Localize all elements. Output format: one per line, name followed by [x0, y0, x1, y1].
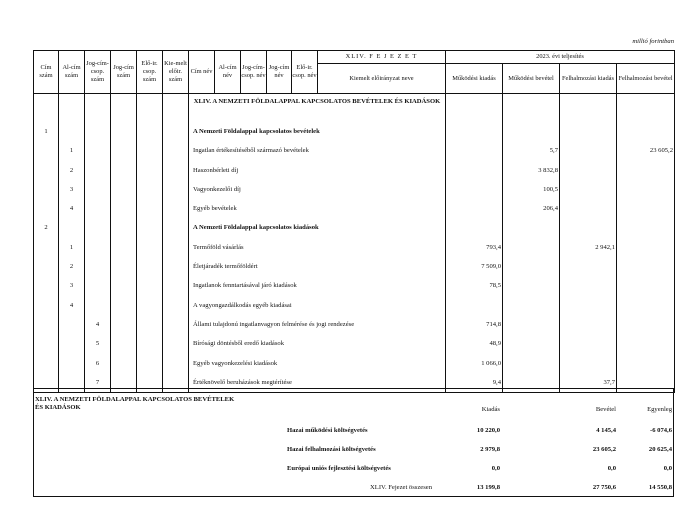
jogcimcsop-szam-cell [85, 238, 110, 257]
col-header-jogcim-szam: Jog-cím szám [111, 51, 137, 94]
row-name: Életjáradék termőföldért [193, 263, 258, 271]
row-name: Bírósági döntésből eredő kiadások [193, 340, 285, 348]
chapter-header: XLIV. F E J E Z E T [318, 51, 446, 64]
row-name: Haszonbérleti díj [193, 166, 239, 174]
summary-row-label: Európai uniós fejlesztési költségvetés [287, 465, 391, 472]
col-header-mukodesi-kiadas: Működési kiadás [446, 64, 503, 94]
mukodesi-bevetel-cell [503, 276, 559, 295]
alcim-szam-cell: 2 [69, 166, 74, 174]
summary-bevetel: 27 750,6 [592, 484, 616, 491]
summary-title-line2: ÉS KIADÁSOK [35, 403, 81, 411]
felhalmozasi-kiadas-cell [560, 161, 616, 180]
summary-egyenleg: 14 550,8 [648, 484, 672, 491]
summary-egyenleg: 20 625,4 [648, 446, 672, 453]
jogcimcsop-szam-cell [85, 199, 110, 218]
felhalmozasi-kiadas-cell [560, 141, 616, 160]
felhalmozasi-bevetel-column [617, 94, 675, 393]
summary-row-label: Hazai működési költségvetés [287, 427, 368, 434]
mukodesi-kiadas-cell: 1 066,0 [481, 359, 501, 367]
felhalmozasi-bevetel-cell [617, 180, 674, 199]
alcim-szam-cell: 1 [69, 147, 74, 155]
felhalmozasi-kiadas-cell: 37,7 [603, 378, 615, 386]
felhalmozasi-bevetel-cell [617, 296, 674, 315]
col-header-felhalmozasi-bevetel: Felhalmozási bevétel [617, 64, 675, 94]
mukodesi-kiadas-cell: 793,4 [486, 243, 501, 251]
felhalmozasi-kiadas-cell [560, 296, 616, 315]
col-header-kiemelt-szam: Kie-melt előir. szám [163, 51, 189, 94]
cim-szam-cell [34, 161, 58, 180]
name-column [189, 94, 446, 393]
unit-label: millió forintban [632, 38, 674, 45]
col-header-alcim-nev: Al-cím név [215, 51, 241, 94]
felhalmozasi-kiadas-cell: 2 942,1 [595, 243, 615, 251]
jogcimcsop-szam-cell [85, 141, 110, 160]
felhalmozasi-bevetel-cell [617, 94, 674, 122]
col-header-eloircsop-szam: Elő-ir. csop. szám [137, 51, 163, 94]
cim-szam-cell [34, 296, 58, 315]
felhalmozasi-bevetel-cell: 23 605,2 [649, 147, 673, 155]
summary-total-label: XLIV. Fejezet összesen [370, 484, 432, 491]
felhalmozasi-bevetel-cell [617, 122, 674, 141]
summary-section [33, 388, 674, 497]
mukodesi-kiadas-cell [446, 180, 502, 199]
cim-szam-cell [34, 257, 58, 276]
cim-szam-cell [34, 94, 58, 122]
jogcimcsop-szam-cell [85, 180, 110, 199]
summary-kiadas: 10 220,0 [476, 427, 500, 434]
row-name: A Nemzeti Földalappal kapcsolatos bevételek [193, 128, 320, 135]
col-header-jogcimcsop-nev: Jog-cím-csop. név [241, 51, 267, 94]
jogcimcsop-szam-cell: 6 [95, 359, 100, 367]
summary-bevetel: 0,0 [607, 465, 616, 472]
mukodesi-bevetel-cell [503, 315, 559, 334]
row-name: Termőföld vásárlás [193, 243, 244, 251]
alcim-szam-cell: 4 [69, 301, 74, 309]
period-header: 2023. évi teljesítés [446, 51, 675, 64]
cim-szam-cell [34, 238, 58, 257]
col-header-cim-szam: Cím szám [34, 51, 59, 94]
mukodesi-bevetel-column [503, 94, 560, 393]
jogcimcsop-szam-cell [85, 218, 110, 237]
felhalmozasi-bevetel-cell [617, 218, 674, 237]
felhalmozasi-kiadas-cell [560, 199, 616, 218]
cim-szam-cell: 2 [44, 224, 48, 232]
cim-szam-cell [34, 334, 58, 353]
alcim-szam-cell: 3 [69, 185, 74, 193]
mukodesi-kiadas-cell [446, 141, 502, 160]
row-name: A Nemzeti Földalappal kapcsolatos kiadások [193, 224, 319, 232]
felhalmozasi-bevetel-cell [617, 315, 674, 334]
felhalmozasi-bevetel-cell [617, 334, 674, 353]
row-name: Ingatlan értékesítéséből származó bevételek [193, 147, 309, 155]
row-name: Állami tulajdonú ingatlanvagyon felmérése és jogi rendezése [193, 320, 355, 328]
mukodesi-bevetel-cell: 3 832,8 [538, 166, 558, 174]
mukodesi-bevetel-cell: 100,5 [543, 185, 558, 193]
row-name: Egyéb bevételek [193, 205, 237, 213]
col-header-felhalmozasi-kiadas: Felhalmozási kiadás [560, 64, 617, 94]
mukodesi-kiadas-cell [446, 161, 502, 180]
col-header-eloircsop-nev: Elő-ir. csop. név [292, 51, 318, 94]
mukodesi-bevetel-cell [503, 122, 559, 141]
summary-col-kiadas: Kiadás [481, 406, 500, 413]
felhalmozasi-kiadas-cell [560, 334, 616, 353]
jogcimcsop-szam-cell: 5 [95, 340, 100, 348]
mukodesi-kiadas-cell [446, 296, 502, 315]
cim-szam-cell [34, 315, 58, 334]
felhalmozasi-kiadas-cell [560, 218, 616, 237]
row-name: A vagyongazdálkodás egyéb kiadásai [193, 301, 292, 309]
summary-row [34, 465, 673, 475]
alcim-column [59, 94, 85, 393]
jogcimcsop-szam-cell [85, 94, 110, 122]
jogcimcsop-column [85, 94, 111, 393]
mukodesi-kiadas-column [446, 94, 503, 393]
row-name: Vagyonkezelői díj [193, 185, 241, 193]
felhalmozasi-bevetel-cell [617, 276, 674, 295]
mukodesi-kiadas-cell: 7 509,0 [481, 263, 501, 271]
alcim-szam-cell: 3 [69, 282, 74, 290]
mukodesi-kiadas-cell [446, 122, 502, 141]
mukodesi-bevetel-cell [503, 218, 559, 237]
felhalmozasi-kiadas-cell [560, 122, 616, 141]
felhalmozasi-bevetel-cell [617, 257, 674, 276]
col-header-name: Kiemelt előirányzat neve [318, 64, 446, 94]
mukodesi-bevetel-cell [503, 296, 559, 315]
summary-kiadas: 2 979,8 [480, 446, 500, 453]
felhalmozasi-bevetel-cell [617, 161, 674, 180]
jogcimcsop-szam-cell: 4 [95, 320, 100, 328]
mukodesi-kiadas-cell: 78,5 [489, 282, 501, 290]
cim-szam-cell [34, 276, 58, 295]
alcim-szam-cell [59, 334, 84, 353]
mukodesi-bevetel-cell [503, 257, 559, 276]
alcim-szam-cell [59, 218, 84, 237]
col-header-jogcimcsop-szam: Jog-cím-csop. szám [85, 51, 111, 94]
mukodesi-kiadas-cell: 9,4 [492, 378, 501, 386]
alcim-szam-cell [59, 354, 84, 373]
alcim-szam-cell: 1 [69, 243, 74, 251]
jogcimcsop-szam-cell [85, 122, 110, 141]
row-name: Egyéb vagyonkezelési kiadások [193, 359, 278, 367]
summary-bevetel: 4 145,4 [596, 427, 616, 434]
summary-title [35, 396, 234, 411]
row-name: Értéknövelő beruházások megtérítése [193, 378, 292, 386]
felhalmozasi-kiadas-cell [560, 94, 616, 122]
jogcimcsop-szam-cell [85, 276, 110, 295]
alcim-szam-cell: 2 [69, 263, 74, 271]
mukodesi-bevetel-cell [503, 238, 559, 257]
mukodesi-bevetel-cell [503, 94, 559, 122]
jogcimcsop-szam-cell [85, 296, 110, 315]
cim-szam-cell [34, 354, 58, 373]
mukodesi-kiadas-cell: 714,8 [486, 320, 501, 328]
kiemelt-column [163, 94, 189, 393]
summary-row [34, 427, 673, 437]
felhalmozasi-bevetel-cell [617, 238, 674, 257]
felhalmozasi-kiadas-cell [560, 315, 616, 334]
mukodesi-bevetel-cell: 5,7 [549, 147, 558, 155]
summary-title-line1: XLIV. A NEMZETI FÖLDALAPPAL KAPCSOLATOS BEVÉTELEK [35, 396, 235, 403]
summary-kiadas: 13 199,8 [476, 484, 500, 491]
row-name: Ingatlanok fenntartásával járó kiadások [193, 282, 297, 290]
summary-egyenleg: 0,0 [663, 465, 672, 472]
felhalmozasi-kiadas-cell [560, 180, 616, 199]
summary-row [34, 446, 673, 456]
mukodesi-kiadas-cell [446, 218, 502, 237]
felhalmozasi-kiadas-cell [560, 276, 616, 295]
summary-row-label: Hazai felhalmozási költségvetés [287, 446, 376, 453]
summary-total-row [34, 484, 673, 494]
alcim-szam-cell [59, 315, 84, 334]
mukodesi-kiadas-cell [446, 199, 502, 218]
mukodesi-bevetel-cell [503, 354, 559, 373]
summary-col-egyenleg: Egyenleg [647, 406, 672, 413]
cim-szam-cell [34, 180, 58, 199]
budget-table [33, 50, 675, 393]
col-header-alcim-szam: Al-cím szám [59, 51, 85, 94]
cim-szam-cell: 1 [44, 128, 48, 135]
col-header-cim-nev: Cím név [189, 51, 215, 94]
jogcim-column [111, 94, 137, 393]
section-title: XLIV. A NEMZETI FÖLDALAPPAL KAPCSOLATOS BEVÉTELEK ÉS KIADÁSOK [193, 98, 441, 105]
summary-egyenleg: -6 074,6 [650, 427, 672, 434]
summary-kiadas: 0,0 [491, 465, 500, 472]
alcim-szam-cell [59, 94, 84, 122]
col-header-mukodesi-bevetel: Működési bevétel [503, 64, 560, 94]
felhalmozasi-bevetel-cell [617, 354, 674, 373]
felhalmozasi-bevetel-cell [617, 199, 674, 218]
summary-bevetel: 23 605,2 [592, 446, 616, 453]
summary-col-bevetel: Bevétel [595, 406, 616, 413]
alcim-szam-cell: 4 [69, 205, 74, 213]
felhalmozasi-kiadas-cell [560, 257, 616, 276]
mukodesi-kiadas-cell [446, 94, 502, 122]
mukodesi-kiadas-cell: 48,9 [489, 340, 501, 348]
felhalmozasi-kiadas-column [560, 94, 617, 393]
cim-column [34, 94, 59, 393]
alcim-szam-cell [59, 122, 84, 141]
cim-szam-cell [34, 141, 58, 160]
jogcimcsop-szam-cell: 7 [95, 378, 100, 386]
eloircsop-column [137, 94, 163, 393]
jogcimcsop-szam-cell [85, 161, 110, 180]
felhalmozasi-kiadas-cell [560, 354, 616, 373]
cim-szam-cell [34, 199, 58, 218]
mukodesi-bevetel-cell: 206,4 [543, 205, 558, 213]
jogcimcsop-szam-cell [85, 257, 110, 276]
col-header-jogcim-nev: Jog-cím név [267, 51, 292, 94]
mukodesi-bevetel-cell [503, 334, 559, 353]
